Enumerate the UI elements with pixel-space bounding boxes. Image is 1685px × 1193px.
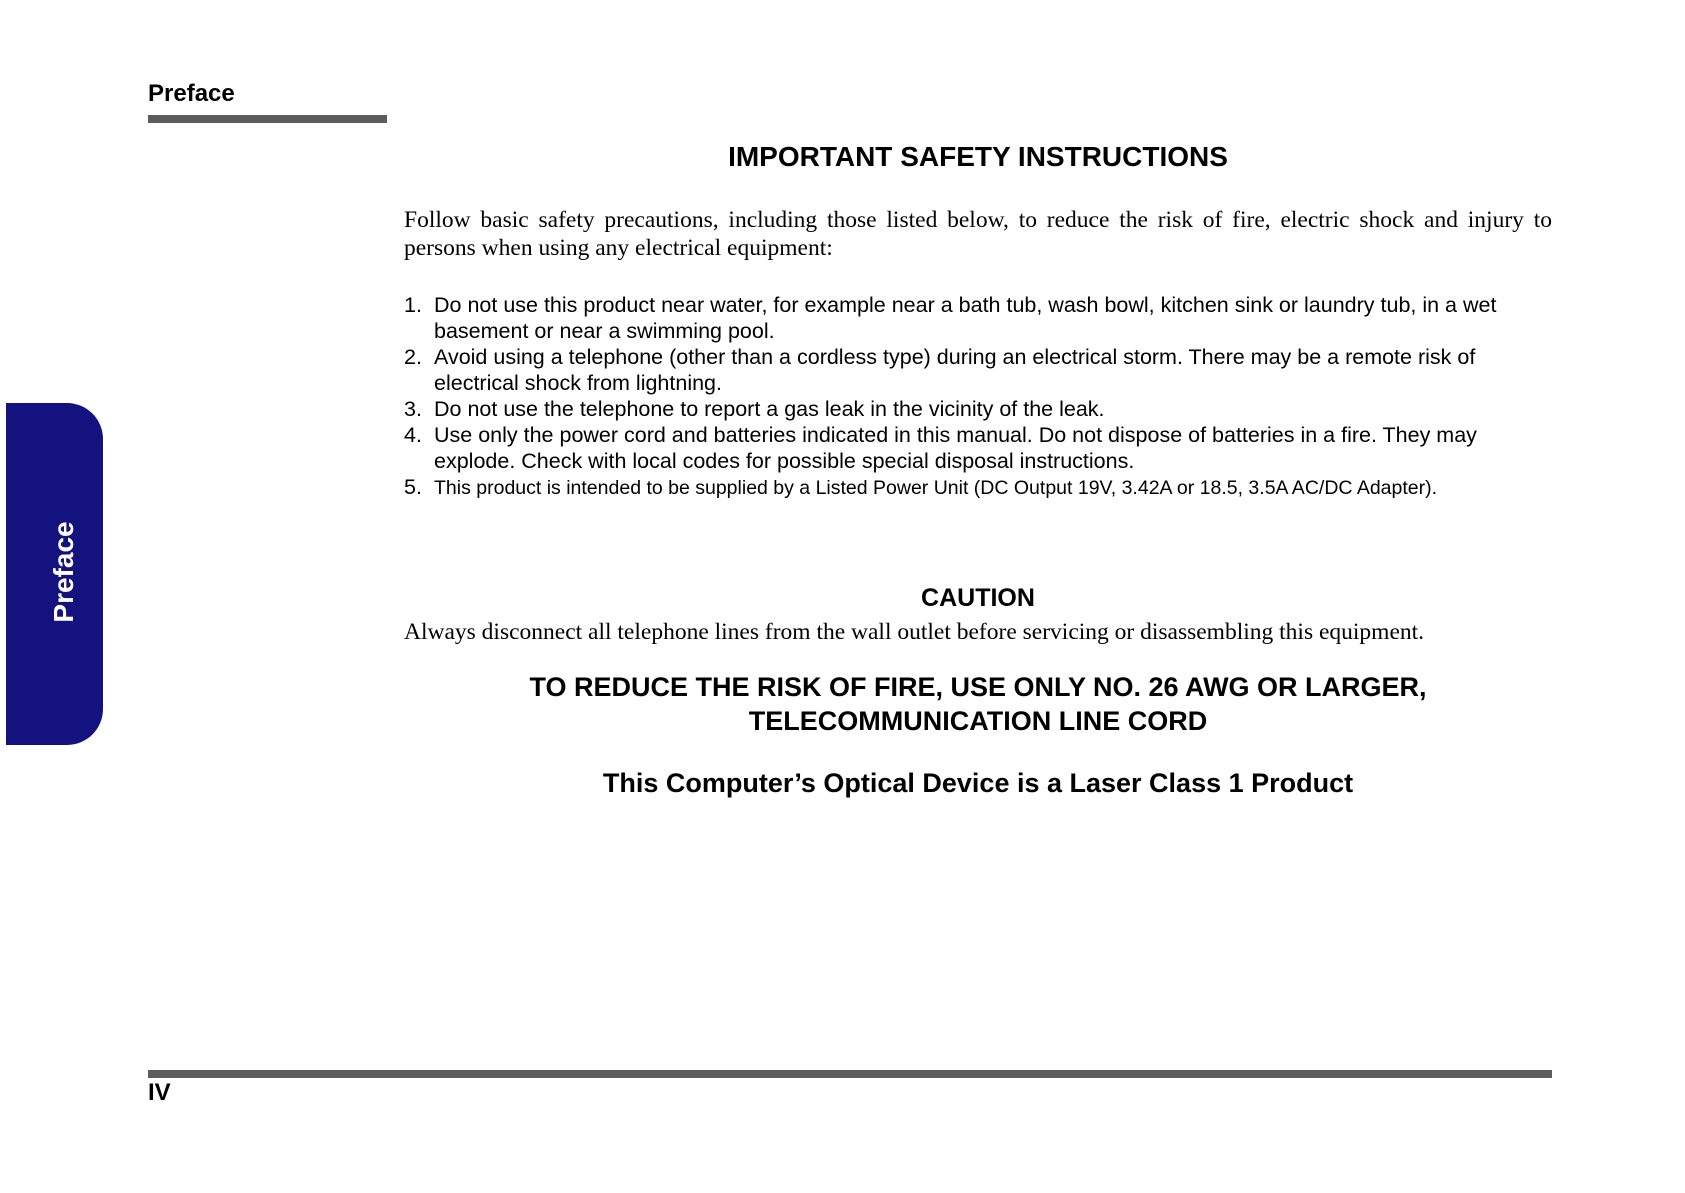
caution-heading: CAUTION xyxy=(921,584,1035,612)
fire-warning-line-1: TO REDUCE THE RISK OF FIRE, USE ONLY NO. 26 AWG OR LARGER, xyxy=(529,672,1427,702)
list-item-number: 2. xyxy=(404,345,422,369)
list-item-text: Use only the power cord and batteries indicated in this manual. Do not dispose of batteries in a fire. They may explode. Check with local codes for possible special disposal instructions. xyxy=(434,423,1477,473)
fire-warning-line-2: TELECOMMUNICATION LINE CORD xyxy=(748,706,1208,736)
fire-warning xyxy=(404,670,1552,738)
list-item xyxy=(404,292,1552,344)
list-item xyxy=(404,344,1552,396)
laser-class-notice: This Computer’s Optical Device is a Laser Class 1 Product xyxy=(602,768,1354,798)
list-item-text: This product is intended to be supplied by a Listed Power Unit (DC Output 19V, 3.42A or 18.5, 3.5A AC/DC Adapter). xyxy=(434,477,1438,499)
list-item xyxy=(404,422,1552,474)
section-header-label: Preface xyxy=(148,80,235,107)
list-item-number: 1. xyxy=(404,293,422,317)
safety-instructions-list xyxy=(404,292,1552,501)
caution-text: Always disconnect all telephone lines from the wall outlet before servicing or disassembling this equipment. xyxy=(404,619,1425,645)
list-item-text: Avoid using a telephone (other than a cordless type) during an electrical storm. There may be a remote risk of electrical shock from lightning. xyxy=(434,345,1476,395)
side-section-tab-label: Preface xyxy=(48,521,79,623)
page-title: IMPORTANT SAFETY INSTRUCTIONS xyxy=(728,141,1228,172)
header-rule xyxy=(148,115,387,123)
list-item-number: 4. xyxy=(404,423,422,447)
list-item-number: 5. xyxy=(404,475,422,499)
footer-rule xyxy=(148,1070,1552,1078)
list-item-text: Do not use the telephone to report a gas leak in the vicinity of the leak. xyxy=(434,397,1105,421)
list-item xyxy=(404,474,1552,501)
list-item xyxy=(404,396,1552,422)
page-number: IV xyxy=(148,1079,171,1106)
list-item-number: 3. xyxy=(404,397,422,421)
list-item-text: Do not use this product near water, for example near a bath tub, wash bowl, kitchen sink or laundry tub, in a wet basement or near a swimming pool. xyxy=(434,293,1497,343)
intro-paragraph: Follow basic safety precautions, including those listed below, to reduce the risk of fire, electric shock and injury to persons when using any electrical equipment: xyxy=(404,207,1552,261)
main-content xyxy=(404,138,1552,800)
